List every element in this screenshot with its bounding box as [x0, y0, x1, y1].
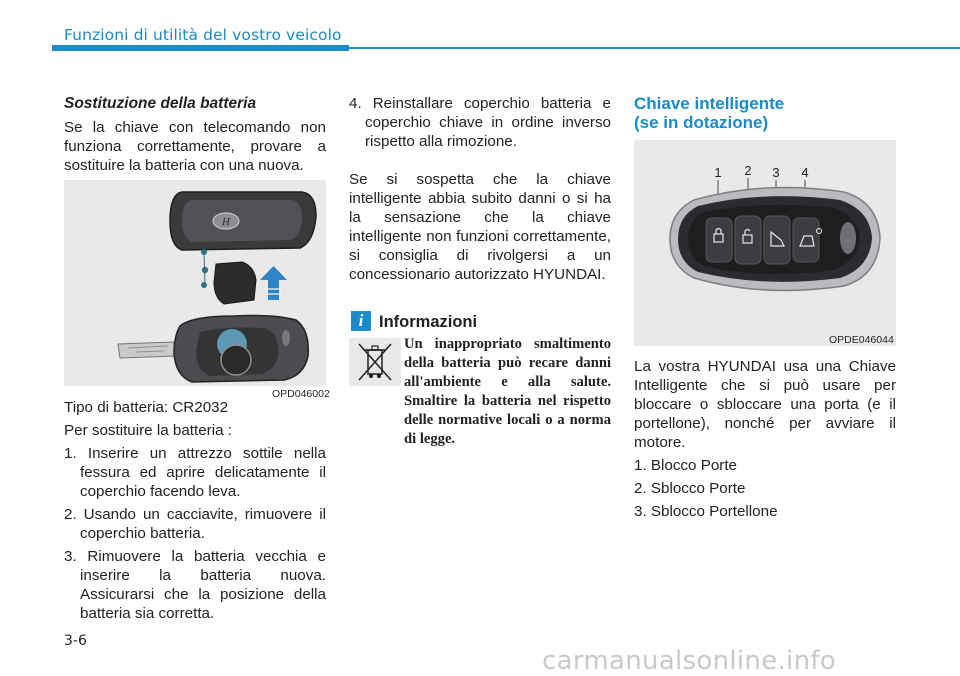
section-heading-battery: Sostituzione della batteria: [64, 95, 257, 112]
smart-key-heading-line1: Chiave intelligente: [634, 94, 785, 113]
chapter-title: Funzioni di utilità del vostro veicolo: [64, 26, 342, 44]
step-item: 4. Reinstallare coperchio batteria e coperchio chiave in ordine inverso rispetto alla rimozione.: [349, 95, 611, 150]
info-icon: i: [351, 311, 371, 331]
column-battery-replacement: [64, 94, 326, 175]
button-number: 1: [714, 165, 722, 180]
step-item: 2. Usando un cacciavite, rimuovere il coperchio batteria.: [64, 506, 326, 542]
image-caption-smart-key: OPDE046044: [829, 334, 894, 346]
watermark: carmanualsonline.info: [542, 646, 837, 676]
smart-key-illustration: [634, 140, 896, 346]
svg-text:H: H: [222, 216, 230, 228]
list-item: 1. Blocco Porte: [634, 457, 737, 474]
fob-disassembly-drawing: [64, 180, 326, 386]
smart-key-heading-line2: (se in dotazione): [634, 113, 769, 132]
smart-key-heading: [634, 94, 896, 132]
key-battery-illustration: [64, 180, 326, 386]
battery-intro: Se la chiave con telecomando non funziona correttamente, provare a sostituire la batteria con una nuova.: [64, 119, 326, 174]
battery-steps: [64, 398, 326, 623]
header-rule-thick: [52, 45, 349, 51]
button-number: 3: [772, 165, 780, 180]
step-item: 3. Rimuovere la batteria vecchia e inserire la batteria nuova. Assicurarsi che la posizione della batteria sia corretta.: [64, 548, 326, 622]
button-number: 2: [744, 163, 752, 178]
image-caption-battery: OPD046002: [272, 388, 330, 400]
smart-key-drawing: [634, 140, 896, 346]
crossed-bin-icon: [349, 338, 401, 386]
button-number: 4: [801, 165, 809, 180]
list-item: 2. Sblocco Porte: [634, 480, 746, 497]
recycle-bin-icon: [349, 338, 401, 386]
step-item: 1. Inserire un attrezzo sottile nella fessura ed aprire delicatamente il coperchio facendo leva.: [64, 445, 326, 500]
column-continued: [349, 94, 611, 284]
smart-key-text: [634, 357, 896, 521]
battery-type: Tipo di batteria: CR2032: [64, 399, 229, 416]
info-text: Un inappropriato smaltimento della batteria può recare danni all'ambiente e alla salute. Smaltire la batteria nel rispetto delle normative locali o a norma di legge.: [404, 336, 611, 447]
smart-key-intro: La vostra HYUNDAI usa una Chiave Intelligente che si può usare per bloccare o sbloccare una porta (e il portellone), nonché per avviare il motore.: [634, 358, 896, 451]
damage-paragraph: Se si sospetta che la chiave intelligente abbia subito danni o si ha la sensazione che la chiave intelligente non funzioni correttamente, si consiglia di rivolgersi a un concessionario autorizzato HYUNDAI.: [349, 171, 611, 283]
info-title: Informazioni: [379, 313, 478, 331]
steps-intro: Per sostituire la batteria :: [64, 422, 232, 439]
list-item: 3. Sblocco Portellone: [634, 503, 778, 520]
header-rule-thin: [349, 47, 960, 49]
page-number: 3-6: [64, 633, 87, 649]
